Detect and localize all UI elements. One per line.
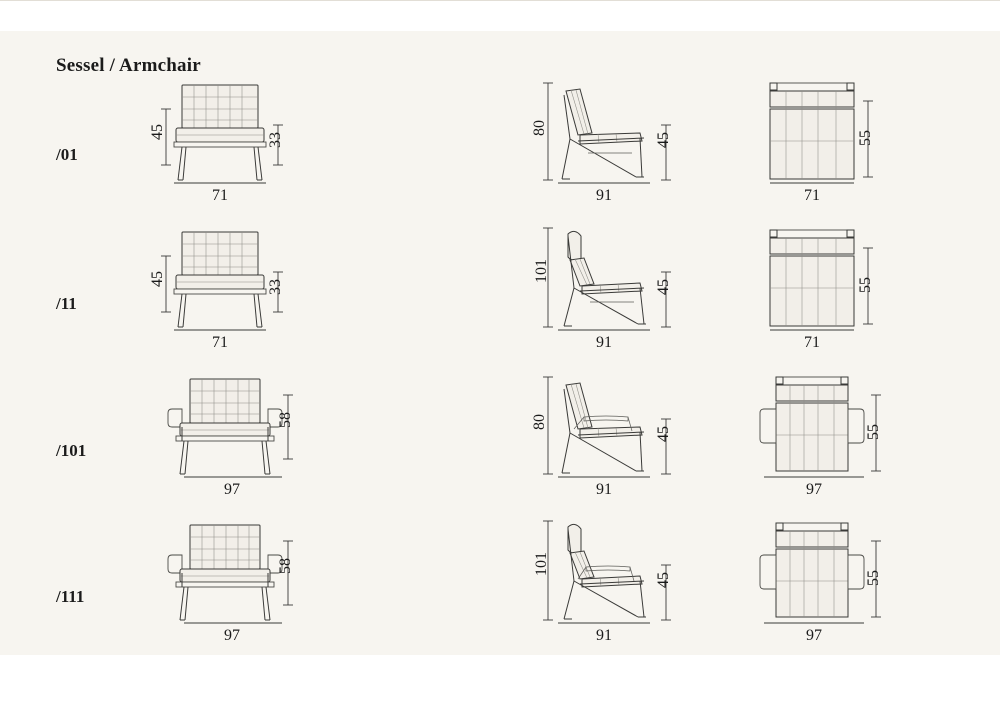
dim-side-width: 91 bbox=[596, 481, 612, 498]
dim-side-height-right: 45 bbox=[655, 279, 672, 295]
table-row bbox=[0, 226, 1000, 376]
bottom-margin bbox=[0, 655, 1000, 701]
top-view-101 bbox=[750, 373, 940, 503]
row-code-label: /11 bbox=[56, 294, 77, 313]
dim-front-width: 97 bbox=[224, 627, 240, 644]
dim-front-width: 71 bbox=[212, 187, 228, 204]
dim-top-width: 97 bbox=[806, 627, 822, 644]
top-view-11 bbox=[750, 226, 940, 356]
table-row bbox=[0, 373, 1000, 523]
dim-top-depth: 55 bbox=[865, 570, 882, 586]
dim-front-height-right: 58 bbox=[277, 412, 294, 428]
dim-front-width: 97 bbox=[224, 481, 240, 498]
dim-side-height-right: 45 bbox=[655, 132, 672, 148]
top-view-01 bbox=[750, 79, 940, 209]
top-view-111 bbox=[750, 519, 940, 649]
row-code-label: /101 bbox=[56, 441, 87, 460]
dim-front-height-left: 45 bbox=[149, 271, 166, 287]
page-title: Sessel / Armchair bbox=[56, 55, 201, 76]
side-view-01 bbox=[531, 79, 730, 209]
dim-top-depth: 55 bbox=[865, 424, 882, 440]
front-view-101 bbox=[160, 373, 350, 503]
dim-top-width: 97 bbox=[806, 481, 822, 498]
side-view-111 bbox=[533, 519, 730, 649]
dim-top-depth: 55 bbox=[857, 277, 874, 293]
dim-side-height-right: 45 bbox=[655, 426, 672, 442]
dim-front-height-right: 33 bbox=[267, 132, 284, 148]
dim-front-height-left: 45 bbox=[149, 124, 166, 140]
table-row bbox=[0, 79, 1000, 229]
dim-top-width: 71 bbox=[804, 187, 820, 204]
top-margin bbox=[0, 1, 1000, 31]
side-view-101 bbox=[531, 373, 730, 503]
table-row bbox=[0, 519, 1000, 669]
dim-side-height-right: 45 bbox=[655, 572, 672, 588]
dim-top-width: 71 bbox=[804, 334, 820, 351]
dim-side-height-left: 80 bbox=[531, 120, 548, 136]
dim-side-width: 91 bbox=[596, 627, 612, 644]
dim-side-height-left: 80 bbox=[531, 414, 548, 430]
front-view-01 bbox=[149, 79, 350, 209]
front-view-11 bbox=[149, 226, 350, 356]
row-code-label: /01 bbox=[56, 145, 78, 164]
dim-side-width: 91 bbox=[596, 334, 612, 351]
dim-side-height-left: 101 bbox=[533, 552, 550, 576]
dim-front-width: 71 bbox=[212, 334, 228, 351]
dim-front-height-right: 58 bbox=[277, 558, 294, 574]
dim-side-width: 91 bbox=[596, 187, 612, 204]
front-view-111 bbox=[160, 519, 350, 649]
side-view-11 bbox=[533, 226, 730, 356]
dim-side-height-left: 101 bbox=[533, 259, 550, 283]
dim-front-height-right: 33 bbox=[267, 279, 284, 295]
row-code-label: /111 bbox=[56, 587, 85, 606]
dim-top-depth: 55 bbox=[857, 130, 874, 146]
